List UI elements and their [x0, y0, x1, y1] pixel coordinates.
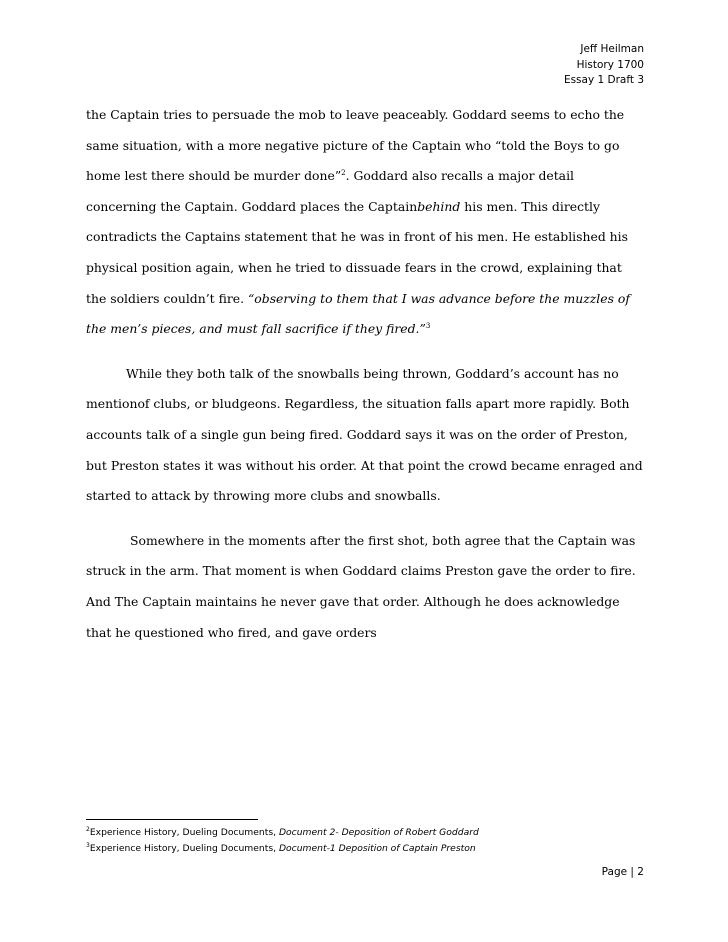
footnote-2-number: 2 — [86, 825, 90, 833]
footnote-separator — [86, 819, 258, 820]
paragraph-3-text: Somewhere in the moments after the first shot, both agree that the Captain was struck in the arm. That moment is when Goddard claims Preston gave the order to fire. And The Captain maintains he never gave that order. Although he does acknowledge that he questioned who fired, and gave orders — [86, 532, 636, 640]
footnote-2-title: Document 2- Deposition of Robert Goddard — [278, 827, 479, 838]
paragraph-1 — [86, 100, 646, 345]
footnote-3-number: 3 — [86, 841, 90, 849]
paragraph-1-text-c: his men. This directly contradicts the Captains statement that he was in front of his men. He established his physical position again, when he tried to dissuade fears in the crowd, explaining that the soldiers couldn’t fire. — [86, 198, 628, 306]
footnote-2-text: Experience History, Dueling Documents, — [89, 827, 279, 838]
preston-quote: “observing to them that I was advance before the muzzles of the men’s pieces, and must fall sacrifice if they fired.” — [86, 290, 630, 337]
footnote-ref-2[interactable]: 2 — [341, 169, 346, 178]
footnote-3-title: Document-1 Deposition of Captain Preston — [278, 842, 476, 854]
page-header — [564, 42, 644, 89]
emphasis-behind: behind — [417, 198, 461, 214]
essay-body — [86, 100, 646, 648]
paragraph-2 — [86, 359, 646, 512]
footnote-3-text: Experience History, Dueling Documents, — [89, 842, 279, 854]
footnote-2 — [86, 825, 666, 841]
paragraph-3 — [86, 526, 646, 648]
course-name: History 1700 — [576, 58, 644, 71]
page-number: Page | 2 — [601, 866, 644, 878]
footnote-ref-3[interactable]: 3 — [425, 322, 431, 331]
footnotes — [86, 825, 666, 856]
assignment-name: Essay 1 Draft 3 — [563, 74, 644, 86]
paragraph-1-text-a: the Captain tries to persuade the mob to leave peaceably. Goddard seems to echo the same situation, with a more negative picture of the Captain who “told the Boys to go home lest there should be murder done” — [86, 107, 625, 184]
paragraph-2-text: While they both talk of the snowballs being thrown, Goddard’s account has no mentionof clubs, or bludgeons. Regardless, the situation falls apart more rapidly. Both accounts talk of a single gun being fired. Goddard says it was on the order of Preston, but Preston states it was without his order. At that point the crowd became enraged and started to attack by throwing more clubs and snowballs. — [86, 365, 643, 504]
footnote-3 — [86, 841, 666, 857]
paragraph-1-text-b: . Goddard also recalls a major detail concerning the Captain. Goddard places the Captain — [86, 168, 574, 214]
author-name: Jeff Heilman — [580, 43, 644, 55]
